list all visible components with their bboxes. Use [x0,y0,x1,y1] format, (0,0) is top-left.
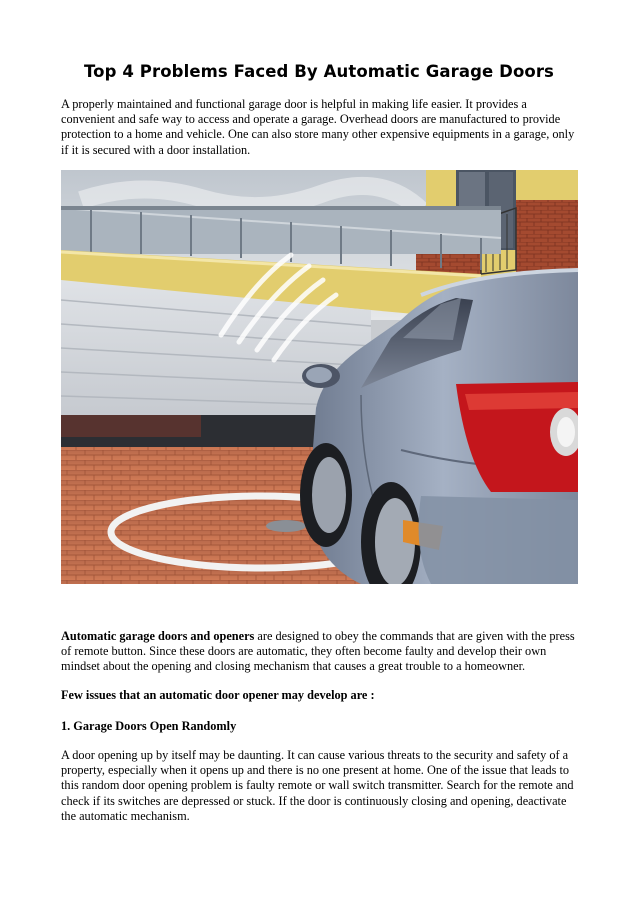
intro-paragraph: A properly maintained and functional garage door is helpful in making life easier. It provides a convenient and safe way to access and operate a garage. Overhead doors are manufactured to provide protection to a home and vehicle. One can also store many other expensive equipments in a garage, only if it is secured with a door installation. [61,97,575,157]
automatic-doors-text: are designed to obey the commands that are given with the press of remote button. Since these doors are automatic, they often become faulty and develop their own mindset about the opening and closing mechanism that causes a great trouble to a homeowner. [61,629,575,674]
garage-door-photo [61,170,578,584]
automatic-doors-paragraph [61,629,581,675]
automatic-doors-bold: Automatic garage doors and openers [61,629,255,643]
problem-1-heading: 1. Garage Doors Open Randomly [61,719,237,733]
problem-1-body: A door opening up by itself may be daunting. It can cause various threats to the security and safety of a property, especially when it opens up and there is no one present at home. One of the issue that leads to this random door opening problem is faulty remote or wall switch transmitter. Search for the remote and check if its switches are depressed or stuck. If the door is continuously closing and opening, deactivate the automatic mechanism. [61,748,574,823]
issues-intro: Few issues that an automatic door opener may develop are : [61,688,375,702]
article-title: Top 4 Problems Faced By Automatic Garage Doors [84,62,554,81]
